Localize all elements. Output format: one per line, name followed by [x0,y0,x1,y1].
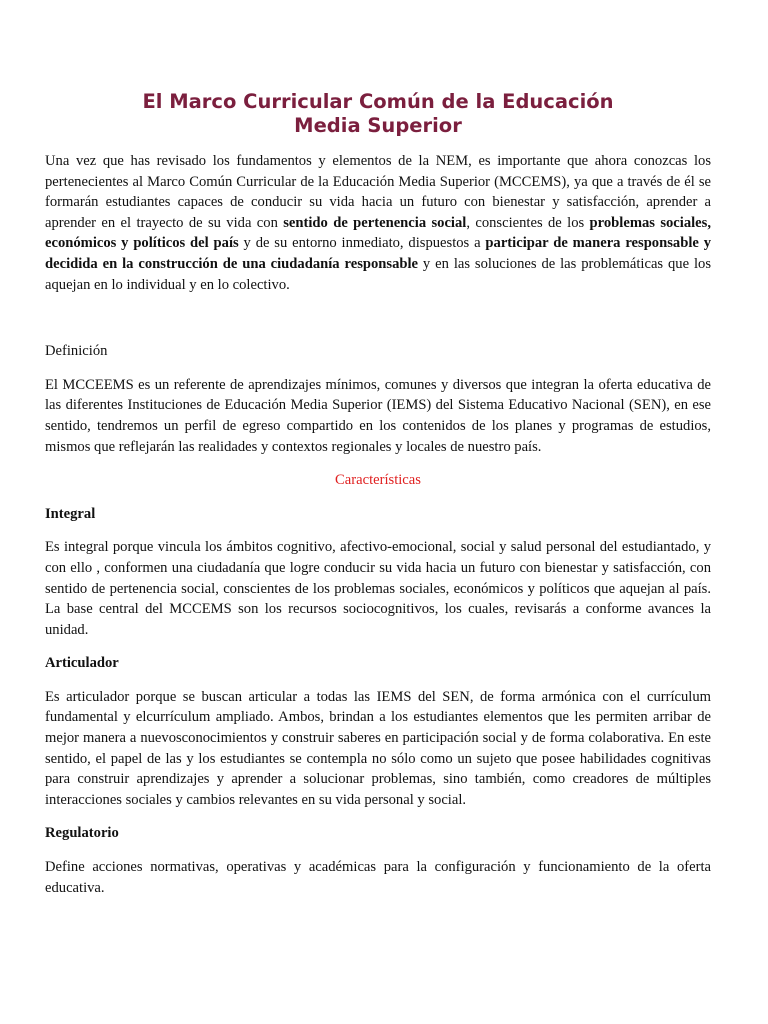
intro-text-1: Una vez que has revisado los fundamentos y elementos de la NEM, es importante que ahora conozcas los pertenecientes al Marco Común Curricular de la Educación Media Superior (MCCEMS), ya que a través de él se formarán estudiantes capaces de conducir su vida hacia un futuro con bienestar y satisfacción, aprender a aprender en el trayecto de su vida con [45,153,711,231]
intro-text-2: , conscientes de los [466,214,590,231]
intro-text-3: y de su entorno inmediato, dispuestos a [238,235,486,252]
section-text-integral: Es integral porque vincula los ámbitos cognitivo, afectivo-emocional, social y salud personal del estudiantado, y con ello , conformen una ciudadanía que logre conducir su vida hacia un futuro con bienestar y satisfacción, con sentido de pertenencia social, conscientes de los problemas sociales, económicos y políticos que aquejan al país. La base central del MCCEMS son los recursos sociocognitivos, los cuales, revisarás a conforme avances la unidad. [45,539,711,638]
page-title [45,90,711,138]
intro-bold-1: sentido de pertenencia social [283,214,467,231]
title-line-2: Media Superior [294,114,462,137]
intro-bold-2: problemas sociales, económicos y políticos del país [45,214,711,252]
definicion-paragraph: El MCCEEMS es un referente de aprendizajes mínimos, comunes y diversos que integran la oferta educativa de las diferentes Instituciones de Educación Media Superior (IEMS) del Sistema Educativo Nacional (SEN), en ese sentido, tendremos un perfil de egreso compartido en los contenidos de los planes y programas de estudios, mismos que reflejarán las realidades y contextos regionales y locales de nuestro país. [45,376,711,455]
section-heading-integral: Integral [45,505,96,522]
definicion-label: Definición [45,343,108,360]
section-heading-articulador: Articulador [45,655,119,672]
title-line-1: El Marco Curricular Común de la Educación [142,90,614,113]
document-page [45,90,711,898]
intro-paragraph [45,151,711,295]
intro-bold-3: participar de manera responsable y decidida en la construcción de una ciudadanía responsable [45,235,711,272]
section-heading-regulatorio: Regulatorio [45,825,119,842]
caracteristicas-heading: Características [335,472,421,489]
section-text-articulador: Es articulador porque se buscan articular a todas las IEMS del SEN, de forma armónica con el currículum fundamental y elcurrículum ampliado. Ambos, brindan a los estudiantes elementos que les permiten arribar de mejor manera a nuevosconocimientos y construir saberes en participación social y de forma colaborativa. En este sentido, el papel de las y los estudiantes se contempla no sólo como un sujeto que posee habilidades cognitivas para construir aprendizajes y aprender a solucionar problemas, sino también, como creadores de múltiples interacciones sociales y cambios relevantes en su vida personal y social. [45,688,711,808]
section-text-regulatorio: Define acciones normativas, operativas y académicas para la configuración y funcionamiento de la oferta educativa. [45,859,711,896]
intro-text-4: y en las soluciones de las problemáticas que los aquejan en lo individual y en lo colectivo. [45,255,712,293]
